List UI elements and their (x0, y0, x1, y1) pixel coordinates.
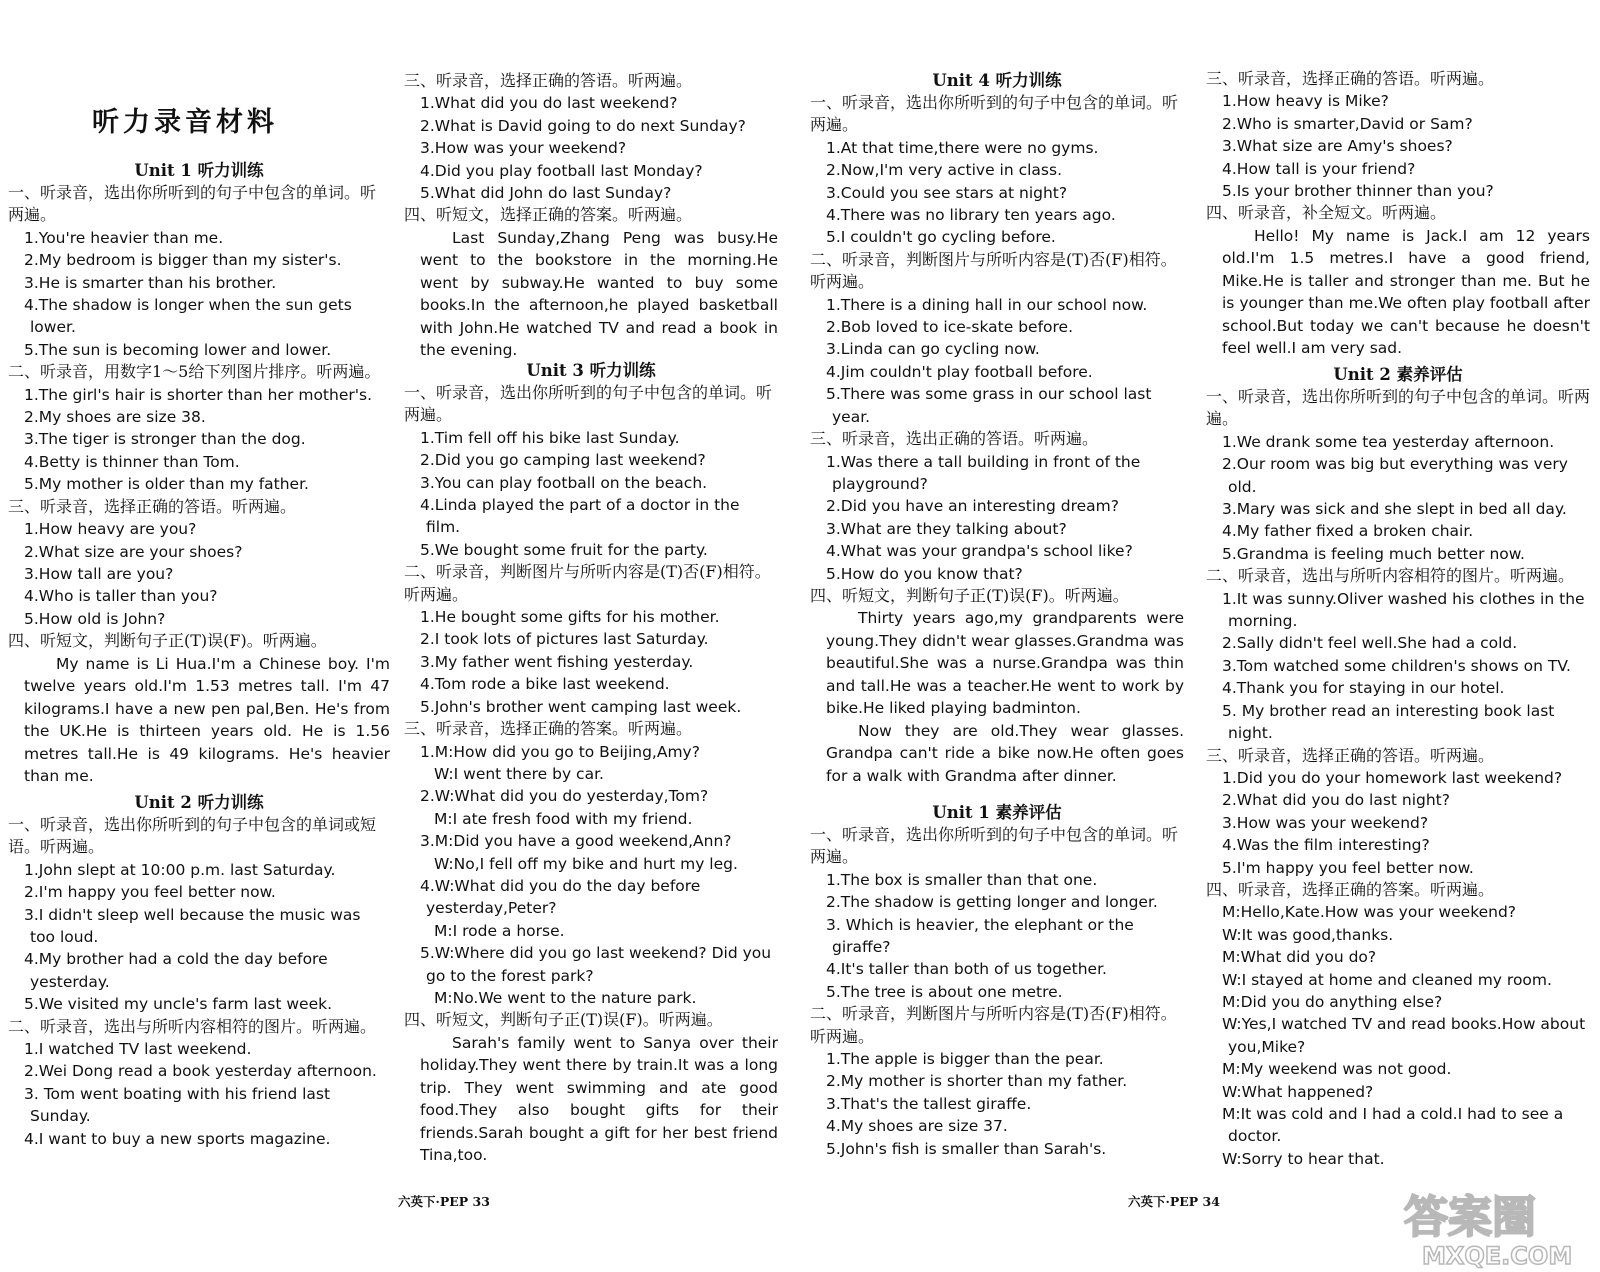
list-item: 5.How old is John? (24, 609, 166, 628)
list-item: 2.The shadow is getting longer and longer. (826, 893, 1158, 912)
list-item: 3.What size are Amy's shoes? (1222, 137, 1453, 156)
list-item: 3.That's the tallest giraffe. (826, 1094, 1032, 1113)
item-list (1206, 767, 1590, 879)
passage-text: Thirty years ago,my grandparents were young.They didn't wear glasses.Grandma was beautiful.She was a nurse.Grandpa was thin and tall.He was a teacher.He went to work by bike.He liked playing badminton. (826, 609, 1184, 718)
list-item: 1.How heavy are you? (24, 520, 197, 539)
list-item: 4.My brother had a cold the day before yesterday. (24, 950, 328, 991)
passage-text: My name is Li Hua.I'm a Chinese boy. I'm twelve years old.I'm 1.53 metres tall. I'm 47 kilograms.I have a new pen pal,Ben. He's from the UK.He is thirteen years old. He is 1.56 metres tall.He is 49 kilograms. He's heavier than me. (24, 654, 390, 786)
list-item: 4.There was no library ten years ago. (826, 206, 1116, 225)
list-item: M:Did you do anything else? (1222, 992, 1443, 1011)
list-item: 5.The tree is about one metre. (826, 982, 1063, 1001)
list-item: 3.What are they talking about? (826, 519, 1067, 538)
list-item: 2.What did you do last night? (1222, 791, 1450, 810)
passage (1206, 225, 1590, 360)
unit1-title: Unit 1 听力训练 (134, 161, 264, 180)
item-list (1206, 431, 1590, 565)
item-list (8, 227, 390, 361)
list-item: 3.How was your weekend? (1222, 813, 1429, 832)
list-item: 2.What size are your shoes? (24, 542, 243, 561)
list-item: 4.Was the film interesting? (1222, 836, 1430, 855)
list-item: 5.How do you know that? (826, 564, 1023, 583)
list-item: 5.My mother is older than my father. (24, 475, 309, 494)
list-item: 4.I want to buy a new sports magazine. (24, 1129, 331, 1148)
list-item: 5.What did John do last Sunday? (420, 184, 672, 203)
eval2-title: Unit 2 素养评估 (1333, 365, 1463, 384)
list-item: 5.W:Where did you go last weekend? Did you go to the forest park? (420, 944, 772, 985)
list-item: 3.He is smarter than his brother. (24, 273, 277, 292)
question-heading: 三、听录音，选出正确的答语。听两遍。 (810, 429, 1099, 449)
passage-text: Hello! My name is Jack.I am 12 years old.I'm 1.5 metres.I have a good friend, Mike.He is taller and stronger than me. But he is younger than me.We often play football after school.But today we can't because he doesn't feel well.I am very sad. (1222, 226, 1590, 358)
passage (404, 227, 778, 362)
list-item: 4.W:What did you do the day before yesterday,Peter? (420, 876, 701, 918)
list-item: 2.I'm happy you feel better now. (24, 883, 276, 902)
list-item: 3.M:Did you have a good weekend,Ann? (420, 832, 732, 851)
eval1-section (810, 802, 1184, 1160)
item-list (1206, 90, 1590, 202)
question-heading: 二、听录音，判断图片与所听内容是(T)否(F)相符。听两遍。 (404, 562, 771, 604)
list-item: 4.Did you play football last Monday? (420, 161, 703, 180)
list-item: 1.The girl's hair is shorter than her mother's. (24, 385, 373, 404)
item-list (8, 518, 390, 630)
unit3-section (404, 360, 778, 1167)
unit4-title: Unit 4 听力训练 (932, 71, 1062, 90)
list-item: 4.Linda played the part of a doctor in the film. (420, 496, 740, 537)
list-item: 5.I couldn't go cycling before. (826, 228, 1056, 247)
question-heading: 四、听录音，补全短文。听两遍。 (1206, 203, 1447, 223)
unit1-section (8, 160, 390, 788)
list-item: 1.How heavy is Mike? (1222, 92, 1389, 111)
list-item: 5.John's fish is smaller than Sarah's. (826, 1139, 1107, 1158)
list-item: 3.How tall are you? (24, 564, 174, 583)
list-item: M:I ate fresh food with my friend. (434, 809, 693, 828)
question-heading: 一、听录音，选出你所听到的句子中包含的单词。听两遍。 (810, 825, 1179, 867)
list-item: M:I rode a horse. (434, 921, 565, 940)
list-item: M:Hello,Kate.How was your weekend? (1222, 903, 1517, 922)
unit2-title: Unit 2 听力训练 (134, 793, 264, 812)
page-title: 听力录音材料 (92, 107, 278, 138)
list-item: 2.Now,I'm very active in class. (826, 161, 1063, 180)
question-heading: 二、听录音，判断图片与所听内容是(T)否(F)相符。听两遍。 (810, 1004, 1177, 1046)
list-item: 4.Thank you for staying in our hotel. (1222, 679, 1505, 698)
list-item: 3.My father went fishing yesterday. (420, 652, 694, 671)
list-item: 1.Tim fell off his bike last Sunday. (420, 428, 680, 447)
list-item: 3.Tom watched some children's shows on TV. (1222, 656, 1571, 675)
list-item: 2.I took lots of pictures last Saturday. (420, 630, 709, 649)
list-item: 1.Was there a tall building in front of the playground? (826, 452, 1141, 493)
list-item: W:Yes,I watched TV and read books.How about you,Mike? (1222, 1015, 1586, 1056)
question-heading: 二、听录音，判断图片与所听内容是(T)否(F)相符。听两遍。 (810, 249, 1177, 292)
list-item: 1.The box is smaller than that one. (826, 870, 1098, 889)
list-item: 4.Betty is thinner than Tom. (24, 452, 240, 471)
list-item: 3.How was your weekend? (420, 139, 627, 158)
page-footer-right: 六英下·PEP 34 (1128, 1194, 1220, 1209)
list-item: 3.The tiger is stronger than the dog. (24, 430, 306, 449)
unit3-title: Unit 3 听力训练 (526, 361, 656, 380)
list-item: 1.At that time,there were no gyms. (826, 138, 1099, 157)
item-list (8, 384, 390, 496)
passage (404, 1032, 778, 1167)
unit2-section (8, 792, 390, 1150)
item-list (810, 137, 1184, 249)
list-item: 5.We visited my uncle's farm last week. (24, 995, 333, 1014)
question-heading: 四、听短文，判断句子正(T)误(F)。听两遍。 (8, 631, 327, 651)
list-item: 1.I watched TV last weekend. (24, 1040, 252, 1059)
passage (8, 653, 390, 788)
list-item: 2.W:What did you do yesterday,Tom? (420, 787, 709, 806)
item-list (810, 451, 1184, 585)
question-heading: 四、听录音，选择正确的答案。听两遍。 (1206, 879, 1495, 899)
item-list (8, 859, 390, 1016)
list-item: 4.The shadow is longer when the sun gets lower. (24, 296, 352, 337)
list-item: 2.My shoes are size 38. (24, 408, 206, 427)
list-item: 1.The apple is bigger than the pear. (826, 1050, 1104, 1069)
list-item: 2.My mother is shorter than my father. (826, 1072, 1128, 1091)
unit4-section (810, 70, 1184, 787)
list-item: 2.My bedroom is bigger than my sister's. (24, 251, 342, 270)
list-item: 5.The sun is becoming lower and lower. (24, 340, 332, 359)
item-list (810, 1048, 1184, 1160)
question-heading: 四、听短文，判断句子正(T)误(F)。听两遍。 (810, 585, 1129, 605)
question-heading: 一、听录音，选出你所听到的句子中包含的单词或短语。听两遍。 (8, 815, 377, 857)
eval1-continued (1206, 68, 1590, 360)
list-item: 2.Sally didn't feel well.She had a cold. (1222, 634, 1518, 653)
dialogue-list (1206, 901, 1590, 1170)
list-item: 5.John's brother went camping last week. (420, 697, 742, 716)
list-item: 2.Did you have an interesting dream? (826, 497, 1120, 516)
list-item: 1.Did you do your homework last weekend? (1222, 768, 1563, 787)
list-item: 2.Did you go camping last weekend? (420, 451, 706, 470)
question-heading: 二、听录音，选出与所听内容相符的图片。听两遍。 (8, 1016, 377, 1036)
list-item: W:I stayed at home and cleaned my room. (1222, 970, 1552, 989)
list-item: 1.It was sunny.Oliver washed his clothes in the morning. (1222, 589, 1585, 631)
list-item: 2.Bob loved to ice-skate before. (826, 318, 1074, 337)
item-list (404, 427, 778, 561)
list-item: 3.Linda can go cycling now. (826, 340, 1040, 359)
list-item: 1.He bought some gifts for his mother. (420, 608, 720, 627)
list-item: 4.Jim couldn't play football before. (826, 362, 1093, 381)
list-item: 5.Grandma is feeling much better now. (1222, 544, 1525, 563)
question-heading: 三、听录音，选择正确的答语。听两遍。 (8, 496, 297, 516)
question-heading: 一、听录音，选出你所听到的句子中包含的单词。听两遍。 (404, 383, 773, 425)
list-item: 4.Tom rode a bike last weekend. (420, 675, 670, 694)
list-item: 3.I didn't sleep well because the music was too loud. (24, 905, 361, 947)
passage-text: Sarah's family went to Sanya over their holiday.They went there by train.It was a long trip. They went swimming and ate good food.They also bought gifts for their friends.Sarah bought a gift for her best friend Tina,too. (420, 1033, 778, 1165)
question-heading: 三、听录音，选择正确的答语。听两遍。 (1206, 745, 1495, 765)
question-heading: 二、听录音，用数字1～5给下列图片排序。听两遍。 (8, 362, 381, 382)
list-item: M:What did you do? (1222, 948, 1377, 967)
list-item: 4.It's taller than both of us together. (826, 960, 1107, 979)
list-item: W:I went there by car. (434, 764, 604, 783)
list-item: 1.What did you do last weekend? (420, 94, 678, 113)
list-item: 1.We drank some tea yesterday afternoon. (1222, 432, 1555, 451)
page-footer-left: 六英下·PEP 33 (398, 1194, 490, 1209)
item-list (810, 869, 1184, 1003)
item-list (810, 294, 1184, 428)
passage-text: Now they are old.They wear glasses. Grandpa can't ride a bike now.He often goes for a walk with Grandma after dinner. (826, 721, 1184, 785)
question-heading: 一、听录音，选出你所听到的句子中包含的单词。听两遍。 (1206, 387, 1591, 429)
list-item: M:My weekend was not good. (1222, 1060, 1452, 1079)
list-item: 1.There is a dining hall in our school now. (826, 295, 1148, 314)
unit2-continued (404, 70, 778, 362)
watermark-logo (1392, 1180, 1592, 1270)
item-list (404, 92, 778, 204)
eval2-section (1206, 364, 1590, 1170)
list-item: 4.Who is taller than you? (24, 587, 218, 606)
question-heading: 三、听录音，选择正确的答语。听两遍。 (404, 71, 693, 90)
eval1-title: Unit 1 素养评估 (932, 803, 1062, 822)
list-item: 3. Tom went boating with his friend last Sunday. (24, 1084, 331, 1126)
passage-text: Last Sunday,Zhang Peng was busy.He went to the bookstore in the morning.He went by subway.He wanted to buy some books.In the afternoon,he played basketball with John.He watched TV and read a book in the evening. (420, 228, 778, 360)
list-item: 3.Could you see stars at night? (826, 183, 1068, 202)
list-item: 2.Who is smarter,David or Sam? (1222, 114, 1473, 133)
list-item: 1.John slept at 10:00 p.m. last Saturday. (24, 860, 336, 879)
list-item: M:No.We went to the nature park. (434, 988, 697, 1007)
item-list (404, 606, 778, 718)
list-item: 4.What was your grandpa's school like? (826, 542, 1133, 561)
list-item: 4.How tall is your friend? (1222, 159, 1416, 178)
question-heading: 三、听录音，选择正确的答语。听两遍。 (1206, 69, 1495, 88)
list-item: W:Sorry to hear that. (1222, 1149, 1385, 1168)
question-heading: 二、听录音，选出与所听内容相符的图片。听两遍。 (1206, 566, 1575, 586)
list-item: 5.Is your brother thinner than you? (1222, 182, 1494, 201)
list-item: 3.Mary was sick and she slept in bed all day. (1222, 500, 1567, 519)
list-item: 2.What is David going to do next Sunday? (420, 116, 746, 135)
list-item: 1.M:How did you go to Beijing,Amy? (420, 742, 700, 761)
list-item: 4.My father fixed a broken chair. (1222, 522, 1474, 541)
question-heading: 三、听录音，选择正确的答案。听两遍。 (404, 719, 693, 739)
list-item: W:It was good,thanks. (1222, 925, 1394, 944)
list-item: 5.There was some grass in our school last year. (826, 385, 1152, 426)
list-item: W:No,I fell off my bike and hurt my leg. (434, 854, 738, 873)
list-item: 1.You're heavier than me. (24, 228, 224, 247)
list-item: 4.My shoes are size 37. (826, 1117, 1008, 1136)
list-item: 2.Our room was big but everything was very old. (1222, 455, 1568, 496)
question-heading: 一、听录音，选出你所听到的句子中包含的单词。听两遍。 (810, 93, 1179, 135)
item-list (8, 1038, 390, 1150)
question-heading: 四、听短文，选择正确的答案。听两遍。 (404, 205, 693, 225)
list-item: 5.We bought some fruit for the party. (420, 540, 708, 559)
question-heading: 一、听录音，选出你所听到的句子中包含的单词。听两遍。 (8, 183, 377, 225)
list-item: 5. My brother read an interesting book last night. (1222, 701, 1555, 743)
passage (810, 607, 1184, 787)
list-item: 3. Which is heavier, the elephant or the giraffe? (826, 915, 1134, 957)
item-list (1206, 588, 1590, 745)
list-item: M:It was cold and I had a cold.I had to see a doctor. (1222, 1105, 1564, 1146)
list-item: 3.You can play football on the beach. (420, 473, 708, 492)
question-heading: 四、听短文，判断句子正(T)误(F)。听两遍。 (404, 1010, 723, 1030)
list-item: 2.Wei Dong read a book yesterday afternoon. (24, 1062, 377, 1081)
list-item: 5.I'm happy you feel better now. (1222, 858, 1474, 877)
watermark-url: MXQE.COM (1422, 1242, 1573, 1270)
dialogue-list (404, 741, 778, 1010)
list-item: W:What happened? (1222, 1082, 1374, 1101)
watermark-glyphs: 答案圈 (1404, 1192, 1536, 1243)
